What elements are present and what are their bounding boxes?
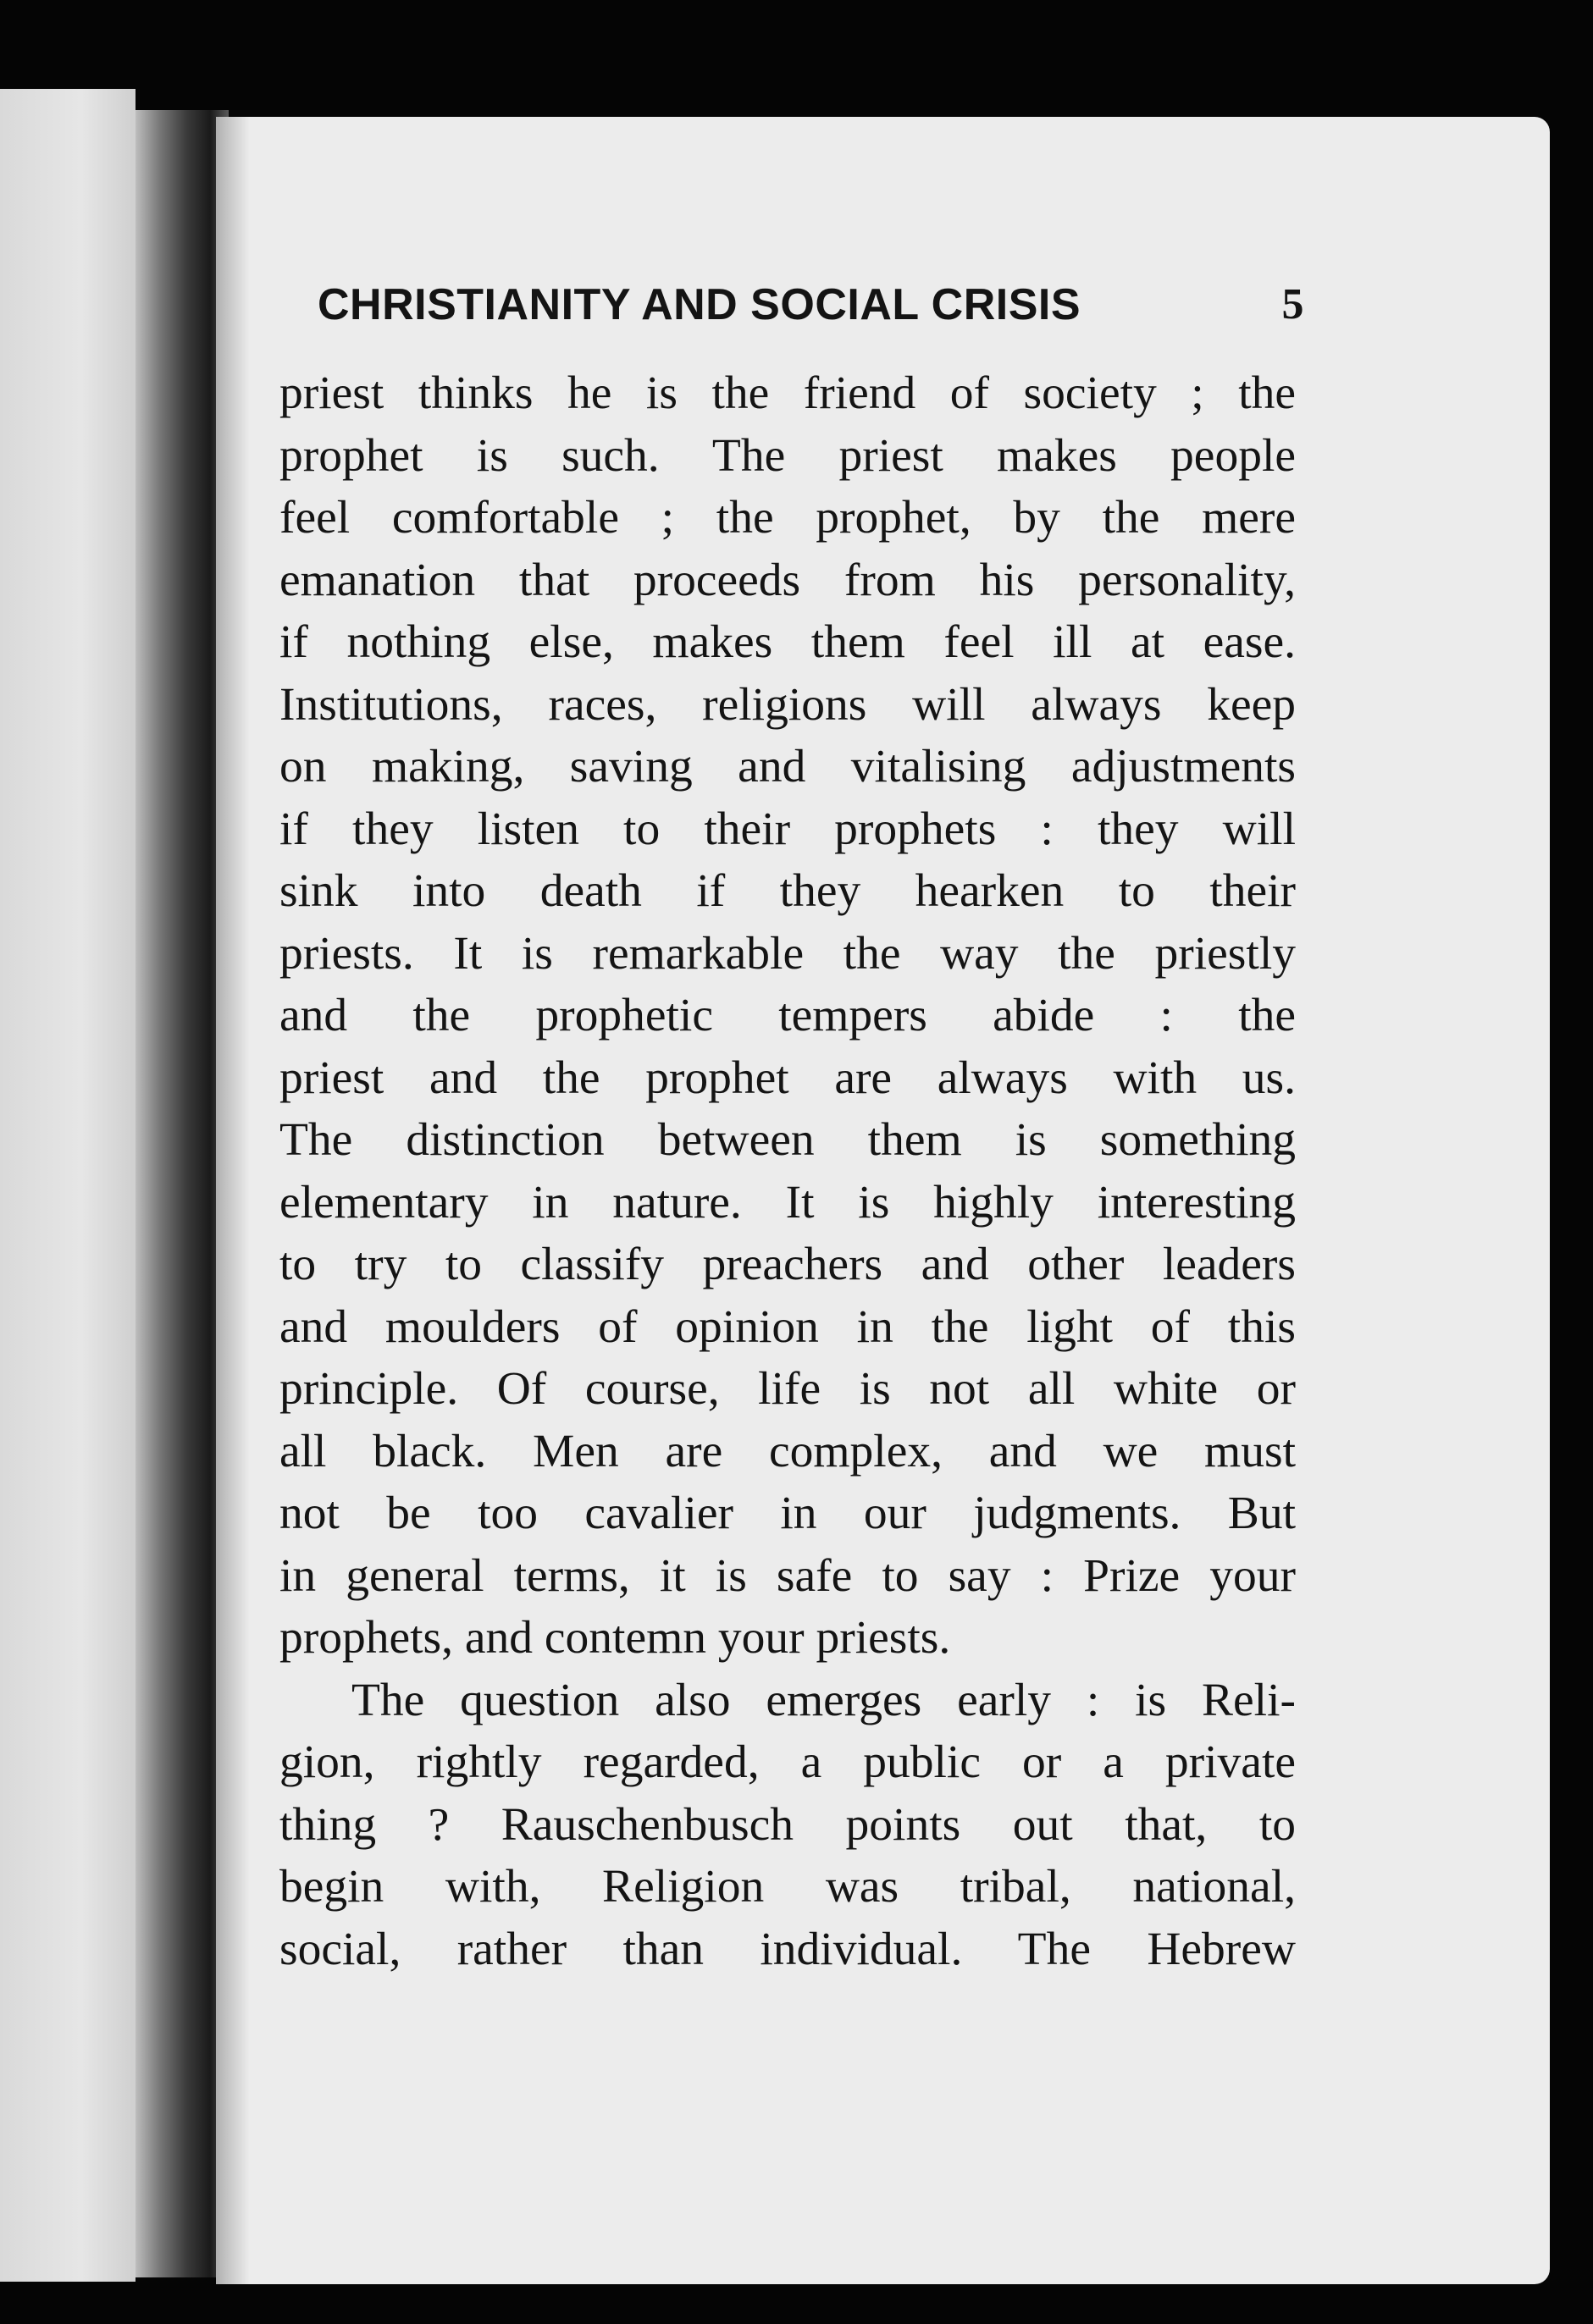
text-line: on making, saving and vitalising adjustments: [279, 741, 1296, 792]
text-line: priest thinks he is the friend of society ; the: [279, 367, 1296, 419]
paragraph: [279, 362, 1296, 1670]
body-text: [279, 362, 1296, 1980]
running-head-title: CHRISTIANITY AND SOCIAL CRISIS: [318, 280, 1081, 329]
left-facing-page-edge: [0, 89, 136, 2282]
text-line: all black. Men are complex, and we must: [279, 1425, 1296, 1477]
text-line: Institutions, races, religions will always keep: [279, 678, 1296, 731]
text-line: principle. Of course, life is not all white or: [279, 1363, 1296, 1415]
text-line: not be too cavalier in our judgments. But: [279, 1488, 1296, 1539]
text-line: and the prophetic tempers abide : the: [279, 990, 1296, 1041]
text-line: and moulders of opinion in the light of this: [279, 1300, 1296, 1353]
text-line: to try to classify preachers and other leaders: [279, 1239, 1296, 1290]
book-gutter-shadow: [136, 110, 229, 2277]
text-line: The distinction between them is something: [279, 1114, 1296, 1166]
text-line: thing ? Rauschenbusch points out that, to: [279, 1798, 1296, 1851]
text-line: elementary in nature. It is highly interesting: [279, 1176, 1296, 1228]
text-line: feel comfortable ; the prophet, by the mere: [279, 492, 1296, 544]
text-line: prophets, and contemn your priests.: [279, 1612, 951, 1664]
text-line: if nothing else, makes them feel ill at ease.: [279, 616, 1296, 668]
text-line: social, rather than individual. The Hebrew: [279, 1923, 1296, 1975]
text-line: begin with, Religion was tribal, national,: [279, 1861, 1296, 1913]
text-line: emanation that proceeds from his personality,: [279, 554, 1296, 606]
paragraph: [279, 1670, 1296, 1981]
text-line: prophet is such. The priest makes people: [279, 429, 1296, 482]
text-line: sink into death if they hearken to their: [279, 865, 1296, 917]
text-line: priests. It is remarkable the way the priestly: [279, 927, 1296, 980]
text-line: if they listen to their prophets : they will: [279, 803, 1296, 855]
running-header: [318, 279, 1304, 330]
text-line: gion, rightly regarded, a public or a private: [279, 1736, 1296, 1788]
text-line: The question also emerges early : is Reli-: [351, 1674, 1296, 1726]
text-line: priest and the prophet are always with us.: [279, 1052, 1296, 1104]
text-line: in general terms, it is safe to say : Prize your: [279, 1549, 1296, 1602]
page-number: 5: [1281, 280, 1304, 328]
